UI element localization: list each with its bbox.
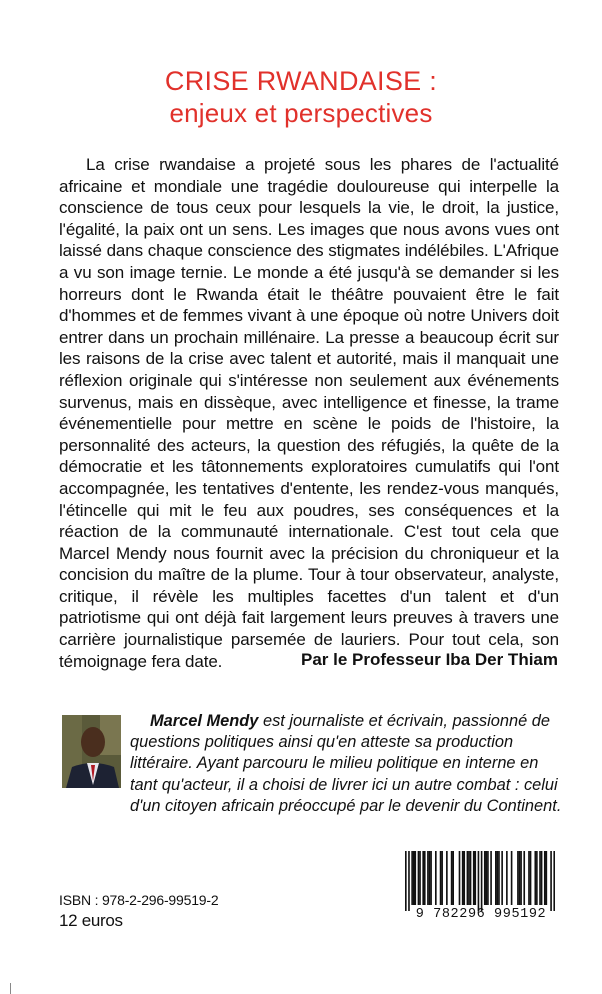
barcode-bar	[486, 851, 488, 905]
barcode-digits: 9 782296 995192	[415, 907, 547, 922]
barcode-bar	[422, 851, 424, 905]
barcode-bar	[446, 851, 448, 905]
barcode-bar	[506, 851, 508, 905]
barcode-bar	[534, 851, 536, 905]
barcode-bar	[452, 851, 454, 905]
author-photo	[62, 715, 121, 788]
barcode-bar	[511, 851, 513, 905]
barcode-bar	[519, 851, 521, 905]
barcode-bar	[498, 851, 500, 905]
barcode-bar	[441, 851, 443, 905]
barcode-bar	[424, 851, 426, 905]
isbn: ISBN : 978-2-296-99519-2	[59, 892, 219, 908]
barcode-bar	[546, 851, 548, 905]
barcode-bar	[418, 851, 420, 905]
author-bio	[130, 711, 562, 817]
barcode-bar	[413, 851, 415, 905]
barcode-bar	[414, 851, 416, 905]
barcode-bar	[501, 851, 503, 905]
barcode-bar	[462, 851, 464, 905]
barcode-bar	[411, 851, 413, 905]
author-name: Marcel Mendy	[150, 712, 259, 730]
author-bio-text: est journaliste et écrivain, passionné de questions politiques ainsi qu'en atteste sa production littéraire. Ayant parcouru le milieu politique en interne en tant qu'acteur, il a choisi de livrer ici un autre combat : celui d'un citoyen africain préoccupé par le devenir du Continent.	[130, 712, 562, 815]
barcode-bar	[539, 851, 541, 905]
barcode-bar	[487, 851, 489, 905]
barcode-bar	[497, 851, 499, 905]
barcode-bar	[490, 851, 492, 905]
barcode-bar	[405, 851, 407, 911]
barcode-bar	[520, 851, 522, 905]
barcode	[399, 851, 559, 923]
title-line-2: enjeux et perspectives	[169, 98, 433, 128]
barcode-bar	[530, 851, 532, 905]
barcode-bar	[467, 851, 469, 905]
barcode-bar	[536, 851, 538, 905]
edge-mark	[10, 983, 11, 994]
barcode-bar	[478, 851, 480, 911]
barcode-bar	[427, 851, 429, 905]
barcode-bar	[541, 851, 543, 905]
barcode-bar	[468, 851, 470, 905]
barcode-bar	[470, 851, 472, 905]
barcode-bar	[408, 851, 410, 911]
barcode-bar	[451, 851, 453, 905]
barcode-bar	[473, 851, 475, 905]
barcode-bar	[544, 851, 546, 905]
barcode-bar	[553, 851, 555, 911]
summary-paragraph: La crise rwandaise a projeté sous les phares de l'actualité africaine et mondiale une tragédie douloureuse qui interpelle la conscience de tous ceux pour lesquels la vie, le droit, la justice, l'égalité, la paix ont un sens. Les images que nous avons vues ont laissé dans chaque conscience des stigmates indélébiles. L'Afrique a vu son image ternie. Le monde a été jusqu'à se demander si les horreurs dont le Rwanda était le théâtre pouvaient être le fait d'hommes et de femmes vivant à une époque où notre Univers doit entrer dans un prochain millénaire. La presse a beaucoup écrit sur les raisons de la crise avec talent et autorité, mais il manquait une réflexion originale qui s'intéresse non seulement aux événements survenus, mais en dissèque, avec intelligence et finesse, la trame événementielle pour mettre en scène le poids de l'histoire, la personnalité des acteurs, la question des réfugiés, la quête de la démocratie et les tâtonnements exploratoires cumulatifs qui l'ont accompagnée, les tentatives d'entente, les rendez-vous manqués, l'étincelle qui mit le feu aux poudres, ses conséquences et la réaction de la communauté internationale. C'est tout cela que Marcel Mendy nous fournit avec la précision du chroniqueur et la concision du maître de la plume. Tour à tour observateur, analyste, critique, il révèle les multiples facettes d'un talent et d'un patriotisme qui ont déjà fait largement leurs preuves à travers une carrière journalistique parsemée de lauriers. Pour tout cela, son témoignage fera date.	[59, 155, 559, 671]
barcode-bar	[481, 851, 483, 911]
barcode-bar	[429, 851, 431, 905]
barcode-bar	[474, 851, 476, 905]
barcode-bar	[435, 851, 437, 905]
preface-signature: Par le Professeur Iba Der Thiam	[301, 650, 558, 669]
title-line-1: CRISE RWANDAISE :	[164, 66, 438, 96]
barcode-bar	[484, 851, 486, 905]
barcode-bars	[405, 851, 555, 911]
barcode-bar	[440, 851, 442, 905]
barcode-bar	[459, 851, 461, 905]
barcode-bar	[528, 851, 530, 905]
barcode-bar	[495, 851, 497, 905]
barcode-bar	[517, 851, 519, 905]
barcode-bar	[523, 851, 525, 905]
price: 12 euros	[59, 911, 123, 930]
barcode-bar	[550, 851, 552, 911]
barcode-bar	[430, 851, 432, 905]
barcode-bar	[463, 851, 465, 905]
barcode-bar	[419, 851, 421, 905]
